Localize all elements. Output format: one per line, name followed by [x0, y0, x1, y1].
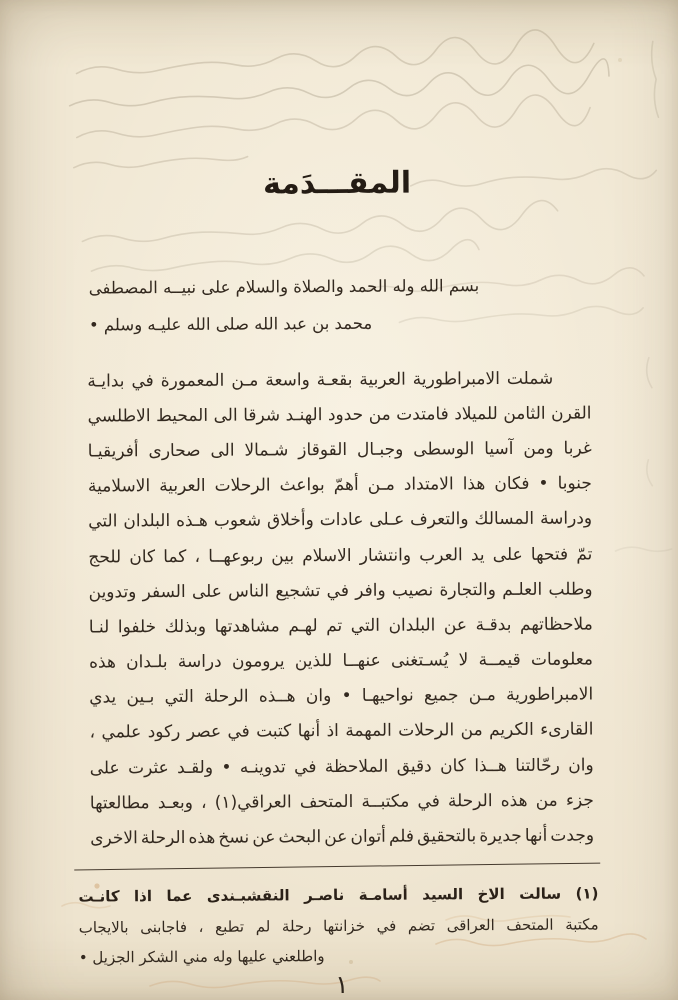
page-number: ١ — [335, 969, 349, 1000]
body-line: تمّ فتحها على يد العرب وانتشار الاسلام بين ربوعهــا ، كما كان للحج — [88, 543, 593, 568]
body-line: معلومات قيمــة لا يُسـتغنى عنهــا للذين يرومون دراسة بلـدان هذه — [89, 649, 594, 673]
body-line: وجدت أنها جديرة بالتحقيق فلم أتوان عن البحث عن نسخ هذه الرحلة الاخرى — [90, 825, 595, 849]
body-line: القرن الثامن للميلاد فامتدت من حدود الهنـد شرقا الى المحيط الاطلسي — [87, 403, 592, 427]
body-line: وطلب العلـم والتجارة نصيب وافر في تشجيع الناس على السفر وتدوين — [88, 579, 593, 603]
footnote-line: (١) سالت الاخ السيد أسامـة ناصـر النقشبـندى عما اذا كانـت — [78, 883, 599, 906]
basmala-line: بسم الله وله الحمد والصلاة والسلام على نبيــه المصطفى — [88, 276, 480, 298]
footnote-line: مكتبة المتحف العراقى تضم في خزانتها رحلة لم تطبع ، فاجابنى بالايجاب — [78, 914, 599, 937]
basmala-block — [89, 266, 591, 343]
footnote-block — [78, 877, 599, 973]
body-line: غربا ومن آسيا الوسطى وجبـال القوقاز شـمالا الى صحارى أفريقيـا — [87, 438, 592, 462]
body-line: ودراسة المسالك والتعرف عـلى عادات وأخلاق شعوب هـذه البلدان التي — [88, 508, 593, 532]
body-line: الامبراطورية مـن جميع نواحيهـا • وان هــذه الرحلة التي بـين يدي — [89, 684, 594, 708]
chapter-title: المقـــدَمة — [262, 165, 412, 202]
footnote-line: واطلعني عليها وله مني الشكر الجزيل • — [78, 947, 325, 967]
body-line: جنوبا • فكان هذا الامتداد مـن أهمّ بواعث الرحلات العربية الاسلامية — [87, 473, 592, 497]
body-line: جزء من هذه الرحلة في مكتبــة المتحف العراقي(١) ، وبعـد مطالعتها — [89, 790, 594, 814]
body-line: القارىء الكريم من الرحلات المهمة اذ أنها كتبت في عصر ركود علمي ، — [89, 719, 594, 743]
body-line: وان رحّالتنا هــذا كان دقيق الملاحظة في تدوينـه • ولقـد عثرت على — [89, 755, 594, 779]
body-line: شملت الامبراطورية العربية بقعـة واسعة مـن المعمورة في بدايـة — [87, 368, 554, 392]
footnote-separator — [74, 863, 600, 871]
body-line: ملاحظاتهم بدقـة عن البلدان التي تم لهـم مشاهدتها وبذلك خلفوا لنـا — [88, 614, 593, 638]
basmala-line: محمد بن عبد الله صلى الله عليـه وسلم • — [88, 313, 373, 335]
body-text — [87, 360, 594, 856]
